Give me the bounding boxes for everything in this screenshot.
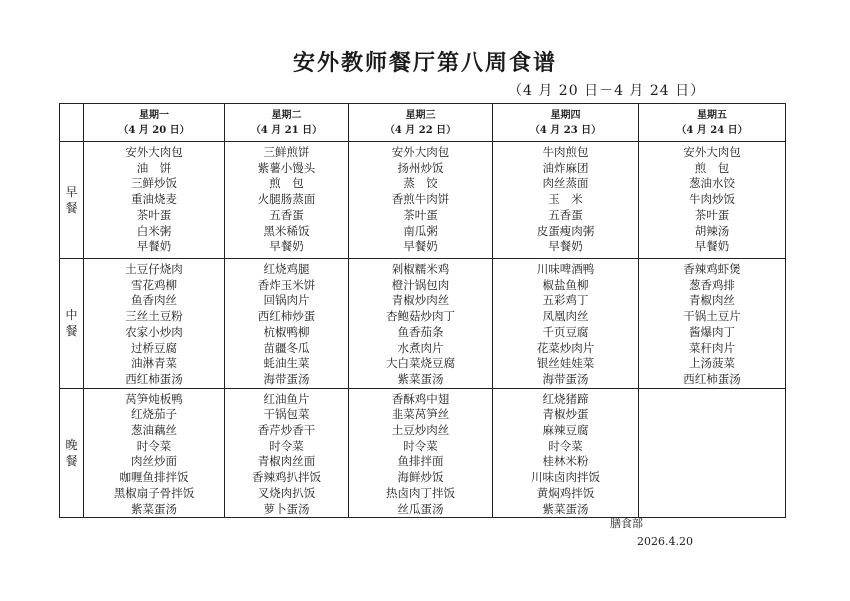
day-header-tue <box>225 104 349 142</box>
menu-cell <box>225 388 349 518</box>
dish-item: 香芹炒香干 <box>257 423 316 438</box>
dish-item: 油炸麻团 <box>542 160 589 175</box>
dish-item: 莴笋炖板鸭 <box>125 391 183 406</box>
dish-item: 三鲜炒饭 <box>131 176 177 191</box>
dish-item: 鱼香肉丝 <box>131 293 177 308</box>
dish-item: 白米粥 <box>136 223 172 238</box>
dish-item: 红烧鸡腿 <box>263 262 310 276</box>
meal-label-char: 餐 <box>65 324 78 339</box>
meal-label-char: 晚 <box>65 437 78 452</box>
day-name: 星期一 <box>139 109 169 121</box>
dish-item: 紫菜蛋汤 <box>397 371 444 386</box>
menu-cell <box>639 388 786 518</box>
dish-item: 火腿肠蒸面 <box>257 192 316 207</box>
dish-item: 银丝娃娃菜 <box>536 356 595 371</box>
dish-item: 菜秆肉片 <box>689 340 735 355</box>
dish-item: 上汤菠菜 <box>689 356 735 371</box>
meal-label-char: 中 <box>65 308 78 323</box>
dish-item: 时令菜 <box>136 438 172 453</box>
dish-item: 时令菜 <box>269 438 304 453</box>
dish-item: 牛肉炒饭 <box>689 192 735 207</box>
dish-item: 香辣鸡扒拌饭 <box>252 470 321 485</box>
dish-item: 胡辣汤 <box>694 223 730 238</box>
table-header-row <box>60 104 786 142</box>
dish-item: 香辣鸡虾煲 <box>683 262 741 276</box>
dish-item: 青椒肉丝 <box>689 293 735 308</box>
dish-item: 鱼排拌面 <box>397 454 444 469</box>
dish-item: 橙汁锅包肉 <box>391 277 450 292</box>
day-header-fri <box>639 104 786 142</box>
breakfast-row <box>60 142 786 259</box>
dish-item: 茶叶蛋 <box>694 207 730 222</box>
dish-item: 紫菜蛋汤 <box>131 501 177 516</box>
dish-item: 青椒炒蛋 <box>542 407 589 422</box>
dish-item: 安外大肉包 <box>683 145 741 159</box>
meal-label-lunch <box>60 259 84 389</box>
dish-item: 花菜炒肉片 <box>536 340 595 355</box>
dish-item: 香煎牛肉饼 <box>391 192 450 207</box>
dish-item: 剁椒糯米鸡 <box>391 262 450 276</box>
dish-item: 韭菜莴笋丝 <box>391 407 450 422</box>
menu-cell <box>639 142 786 259</box>
dish-item: 大白菜烧豆腐 <box>386 356 455 371</box>
dish-item: 安外大肉包 <box>391 145 450 159</box>
dish-item: 麻辣豆腐 <box>542 423 589 438</box>
dish-item: 安外大肉包 <box>125 145 183 159</box>
dish-item: 煎 包 <box>694 160 730 175</box>
dish-item: 青椒炒肉丝 <box>391 293 450 308</box>
lunch-row <box>60 259 786 389</box>
dish-item: 土豆仔烧肉 <box>125 262 183 276</box>
dish-item: 丝瓜蛋汤 <box>397 501 444 516</box>
dish-item: 葱油水饺 <box>689 176 735 191</box>
dish-item: 千页豆腐 <box>542 324 589 339</box>
dish-item: 早餐奶 <box>548 239 583 254</box>
dish-item: 鱼香茄条 <box>397 324 444 339</box>
menu-cell <box>349 388 493 518</box>
dish-item: 黄焖鸡拌饭 <box>536 485 595 500</box>
dish-item: 农家小炒肉 <box>125 324 183 339</box>
dish-item: 过桥豆腐 <box>131 340 177 355</box>
day-name: 星期三 <box>405 109 436 121</box>
day-date: （4 月 24 日） <box>676 124 748 136</box>
dish-item: 三丝土豆粉 <box>125 309 183 324</box>
day-date: （4 月 21 日） <box>250 124 323 136</box>
dish-item: 五香蛋 <box>269 207 304 222</box>
dish-item: 雪花鸡柳 <box>131 277 177 292</box>
day-header-thu <box>493 104 639 142</box>
menu-cell <box>84 259 225 389</box>
dish-item: 干锅包菜 <box>263 407 310 422</box>
dish-item: 蒸 饺 <box>403 176 438 191</box>
menu-cell <box>493 259 639 389</box>
dish-item: 回锅肉片 <box>263 293 310 308</box>
dish-item: 葱香鸡排 <box>689 277 735 292</box>
dish-item: 紫薯小馒头 <box>257 160 316 175</box>
day-name: 星期四 <box>550 109 581 121</box>
dish-item: 黑椒扇子骨拌饭 <box>113 485 195 500</box>
dish-item: 香炸玉米饼 <box>257 277 316 292</box>
footer-date: 2026.4.20 <box>637 535 693 548</box>
dish-item: 红烧茄子 <box>131 407 177 422</box>
dish-item: 川味卤肉拌饭 <box>531 470 600 485</box>
dish-item: 牛肉煎包 <box>542 145 589 159</box>
dish-item: 早餐奶 <box>136 239 172 254</box>
dish-item: 酱爆肉丁 <box>689 324 735 339</box>
day-date: （4 月 23 日） <box>529 124 602 136</box>
menu-cell <box>639 259 786 389</box>
menu-cell <box>493 388 639 518</box>
dish-item: 黑米稀饭 <box>263 223 310 238</box>
dish-item: 土豆炒肉丝 <box>391 423 450 438</box>
menu-cell <box>349 142 493 259</box>
dish-item: 早餐奶 <box>269 239 304 254</box>
meal-label-char: 早 <box>65 185 78 199</box>
dish-item: 苗疆冬瓜 <box>263 340 310 355</box>
dish-item: 椒盐鱼柳 <box>542 277 589 292</box>
dish-item: 五香蛋 <box>548 207 583 222</box>
dish-item: 萝卜蛋汤 <box>263 501 310 516</box>
dish-item: 茶叶蛋 <box>136 207 172 222</box>
day-name: 星期五 <box>697 109 727 121</box>
menu-cell <box>493 142 639 259</box>
dish-item: 葱油藕丝 <box>131 423 177 438</box>
dish-item: 桂林米粉 <box>542 454 589 469</box>
dish-item: 咖喱鱼排拌饭 <box>119 470 189 485</box>
dish-item: 青椒肉丝面 <box>257 454 316 469</box>
dish-item: 水煮肉片 <box>397 340 444 355</box>
dish-item: 海鲜炒饭 <box>397 470 444 485</box>
page-title: 安外教师餐厅第八周食谱 <box>292 51 557 76</box>
meal-label-char: 餐 <box>65 201 78 215</box>
day-header-mon <box>84 104 225 142</box>
dish-item: 油 饼 <box>136 160 172 175</box>
meal-label-char: 餐 <box>65 453 78 468</box>
meal-label-breakfast <box>60 142 84 259</box>
footer-department: 膳食部 <box>610 517 643 530</box>
dish-item: 热卤肉丁拌饭 <box>386 485 455 500</box>
dish-item: 西红柿蛋汤 <box>683 371 741 386</box>
dish-item: 茶叶蛋 <box>403 207 438 222</box>
dish-item: 煎 包 <box>269 176 304 191</box>
dish-item: 早餐奶 <box>694 239 730 254</box>
dish-item: 蚝油生菜 <box>263 356 310 371</box>
weekly-menu-table <box>59 103 786 518</box>
dish-item: 海带蛋汤 <box>263 371 310 386</box>
dish-item: 西红柿蛋汤 <box>125 371 183 386</box>
dish-item: 扬州炒饭 <box>397 160 444 175</box>
dish-item: 肉丝炒面 <box>131 454 177 469</box>
dish-item: 肉丝蒸面 <box>542 176 589 191</box>
dish-item: 叉烧肉扒饭 <box>257 485 316 500</box>
menu-cell <box>225 259 349 389</box>
dish-item: 杭椒鸭柳 <box>263 324 310 339</box>
dish-item: 杏鲍菇炒肉丁 <box>386 309 455 324</box>
dish-item: 早餐奶 <box>403 239 438 254</box>
dish-item: 时令菜 <box>403 438 438 453</box>
corner-cell <box>60 104 84 142</box>
dish-item: 红油鱼片 <box>263 391 310 406</box>
dish-item: 香酥鸡中翅 <box>391 391 450 406</box>
dish-item: 红烧猪蹄 <box>542 391 589 406</box>
day-header-wed <box>349 104 493 142</box>
dish-item: 川味啤酒鸭 <box>536 262 595 276</box>
week-date-range: （4 月 20 日－4 月 24 日） <box>508 83 706 99</box>
dish-item: 时令菜 <box>548 438 583 453</box>
day-date: （4 月 20 日） <box>118 124 190 136</box>
dish-item: 西红柿炒蛋 <box>257 309 316 324</box>
dish-item: 紫菜蛋汤 <box>542 501 589 516</box>
dish-item: 南瓜粥 <box>403 223 438 238</box>
dish-item: 凤凰肉丝 <box>542 309 589 324</box>
day-date: （4 月 22 日） <box>384 124 457 136</box>
menu-cell <box>84 142 225 259</box>
day-name: 星期二 <box>271 109 302 121</box>
dish-item: 三鲜煎饼 <box>263 145 310 159</box>
dish-item: 油淋青菜 <box>131 356 177 371</box>
dish-item: 皮蛋瘦肉粥 <box>536 223 595 238</box>
dish-item: 海带蛋汤 <box>542 371 589 386</box>
dish-item: 干锅土豆片 <box>683 309 741 324</box>
menu-cell <box>225 142 349 259</box>
dish-item: 重油烧麦 <box>131 192 177 207</box>
menu-cell <box>349 259 493 389</box>
dinner-row <box>60 388 786 518</box>
dish-item: 玉 米 <box>548 192 583 207</box>
dish-item: 五彩鸡丁 <box>542 293 589 308</box>
menu-cell <box>84 388 225 518</box>
meal-label-dinner <box>60 388 84 518</box>
